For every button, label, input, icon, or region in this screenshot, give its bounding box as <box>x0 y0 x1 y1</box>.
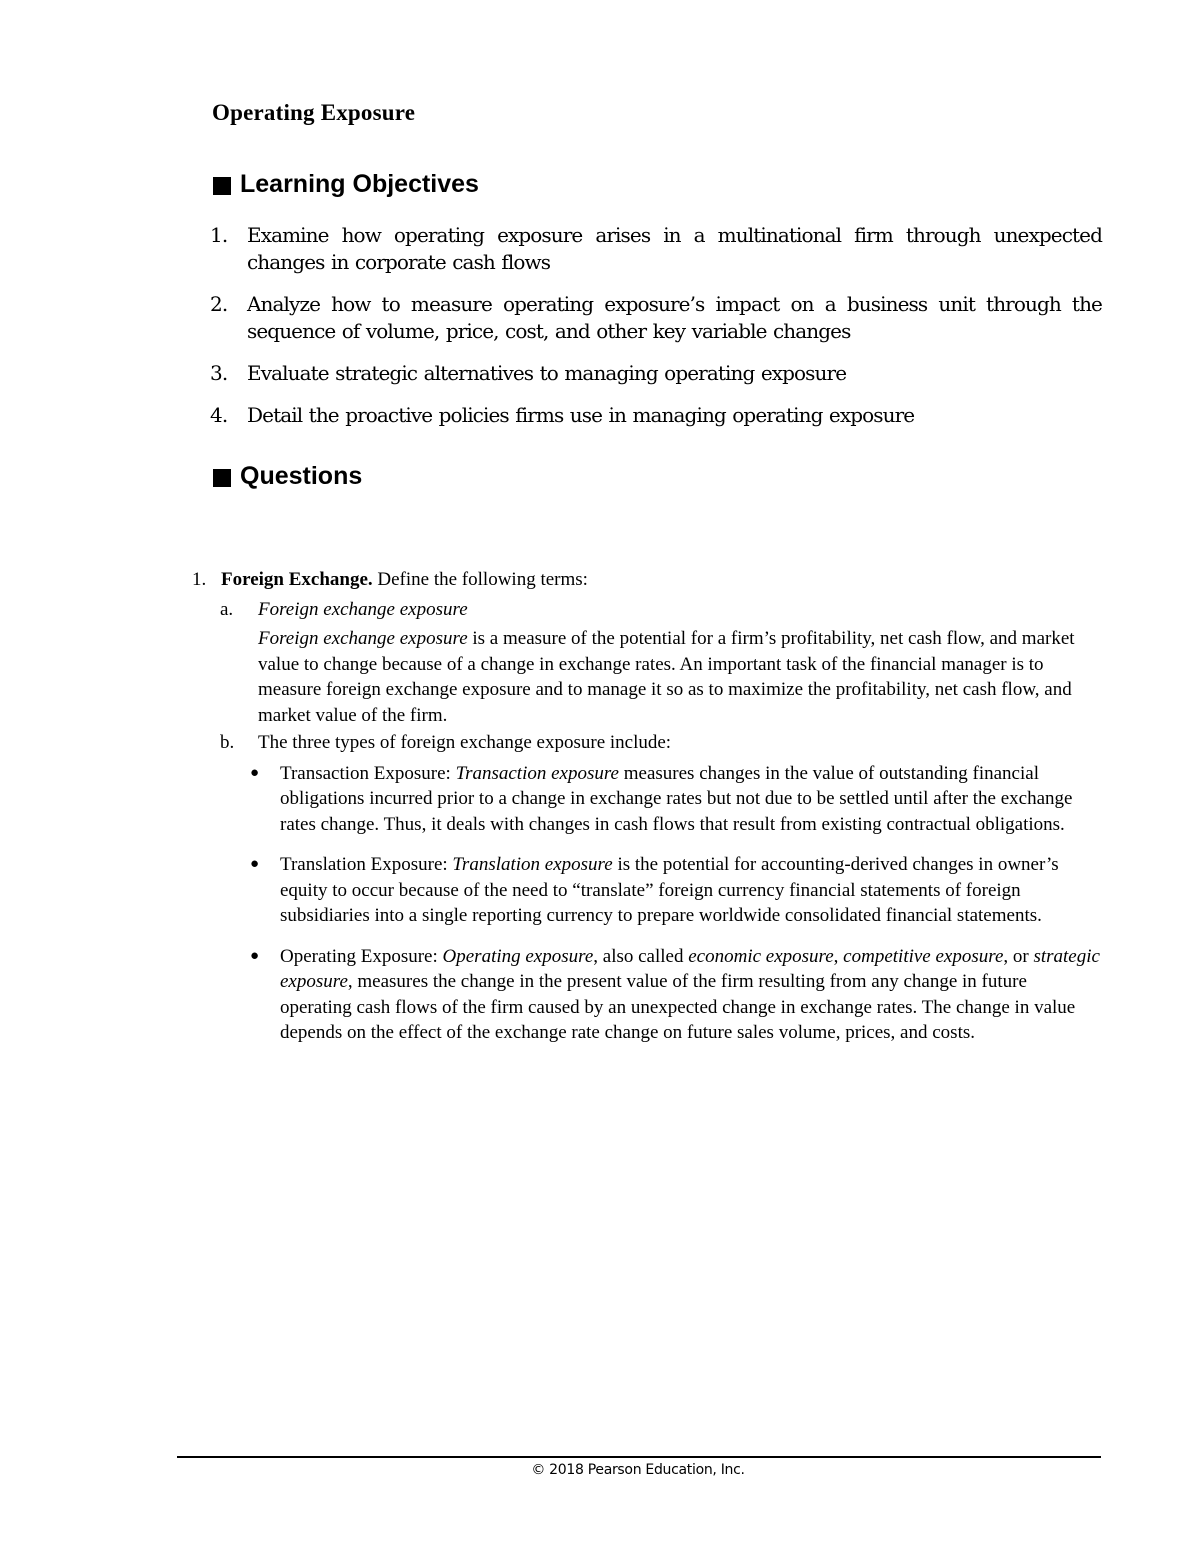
bullet-mid: , <box>833 945 844 967</box>
bullet-term: economic exposure <box>688 945 834 967</box>
bullet-term: competitive exposure <box>843 945 1004 967</box>
questions-heading <box>213 462 362 491</box>
bullet-rest: , measures the change in the present value of the firm resulting from any change in future operating cash flows of the firm caused by an unexpected change in exchange rates. The change in value depends on the effect of the exchange rate change on future sales volume, prices, and costs. <box>280 971 1076 1043</box>
exposure-types-list <box>250 761 1102 1046</box>
question-1-header <box>192 567 1102 593</box>
bullet-text <box>280 761 1102 838</box>
bullet-rest: is the potential for accounting-derived changes in owner’s equity to occur because of the need to “translate” foreign currency financial statements of foreign subsidiaries into a single reporting currency to prepare worldwide consolidated financial statements. <box>280 854 1059 926</box>
footer-divider <box>177 1456 1101 1458</box>
objective-number: 4. <box>210 403 228 427</box>
part-b-intro: The three types of foreign exchange exposure include: <box>258 732 672 753</box>
part-letter: b. <box>220 732 235 753</box>
objective-number: 3. <box>210 361 228 385</box>
objective-text: Detail the proactive policies firms use in managing operating exposure <box>247 403 915 427</box>
square-bullet-icon <box>213 177 231 195</box>
question-number: 1. <box>192 569 207 590</box>
list-item <box>210 291 1102 345</box>
bullet-rest: measures changes in the value of outstanding financial obligations incurred prior to a change in exchange rates but not due to be settled until after the exchange rates change. Thus, it deals with changes in cash flows that result from existing contractual obligations. <box>280 762 1073 835</box>
square-bullet-icon <box>213 469 231 487</box>
questions-heading-text: Questions <box>240 462 363 490</box>
part-a-body <box>258 597 1102 729</box>
bullet-term: strategic exposure <box>280 945 1100 992</box>
part-a-term: Foreign exchange exposure <box>258 598 468 620</box>
bullet-icon: ● <box>250 764 260 781</box>
part-a-answer-text: is a measure of the potential for a firm’s profitability, net cash flow, and market value to change because of a change in exchange rates. An important task of the financial manager is to measure foreign exchange exposure and to manage it so as to maximize the profitability, net cash flow, and market value of the firm. <box>258 628 1075 726</box>
bullet-lead: Transaction Exposure: <box>280 762 456 784</box>
objective-number: 1. <box>210 223 228 247</box>
page-title: Operating Exposure <box>212 100 416 125</box>
learning-objectives-heading-text: Learning Objectives <box>240 170 479 198</box>
objective-number: 2. <box>210 292 228 316</box>
list-item <box>250 852 1102 929</box>
bullet-icon: ● <box>250 856 260 872</box>
bullet-term: Transaction exposure <box>455 762 619 784</box>
part-b <box>220 730 1102 756</box>
bullet-mid: , also called <box>593 945 689 967</box>
bullet-term: Operating exposure <box>442 945 594 967</box>
question-prompt <box>221 567 588 593</box>
footer-copyright: © 2018 Pearson Education, Inc. <box>531 1462 745 1478</box>
part-a-answer <box>258 626 1102 728</box>
bullet-lead: Operating Exposure: <box>280 945 443 967</box>
objective-text: Analyze how to measure operating exposure’s impact on a business unit through the sequence of volume, price, cost, and other key variable changes <box>247 292 1102 343</box>
question-1 <box>192 567 1102 1061</box>
list-item <box>210 222 1102 276</box>
list-item <box>250 944 1102 1046</box>
objective-text: Examine how operating exposure arises in a multinational firm through unexpected changes in corporate cash flows <box>247 223 1102 274</box>
list-item <box>250 761 1102 838</box>
list-item <box>210 402 1102 429</box>
bullet-mid: , or <box>1003 945 1034 967</box>
bullet-text <box>280 852 1102 929</box>
question-title: Foreign Exchange. <box>221 569 373 590</box>
part-a-answer-term: Foreign exchange exposure <box>258 628 468 649</box>
part-a <box>220 597 1102 729</box>
bullet-icon: ● <box>250 947 260 964</box>
learning-objectives-heading <box>213 170 479 199</box>
objectives-list <box>210 222 1102 444</box>
list-item <box>210 360 1102 387</box>
part-letter: a. <box>220 598 234 620</box>
bullet-text <box>280 944 1102 1046</box>
objective-text: Evaluate strategic alternatives to managing operating exposure <box>247 361 847 385</box>
bullet-lead: Translation Exposure: <box>280 854 453 875</box>
bullet-term: Translation exposure <box>452 854 613 875</box>
question-prompt-text: Define the following terms: <box>372 569 588 590</box>
